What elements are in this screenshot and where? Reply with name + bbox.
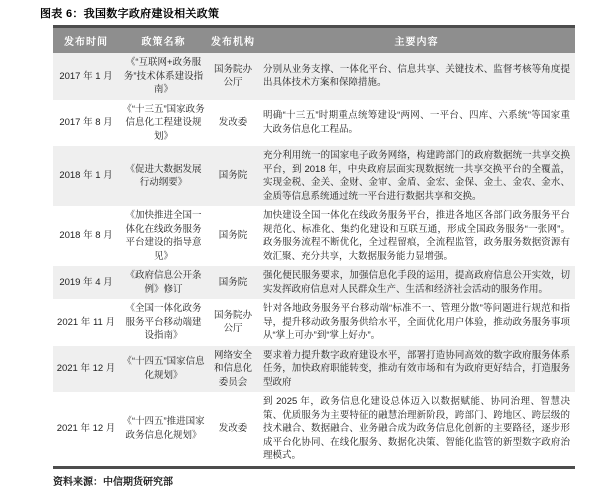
table-row bbox=[53, 392, 575, 467]
column-header-agency: 发布机构 bbox=[208, 27, 258, 54]
cell-content: 充分利用统一的国家电子政务网络，构建跨部门的政府数据统一共享交换平台，到 2018 年，中央政府层面实现数据统一共享交换平台的全覆盖，实现金税、金关、金财、金审、金盾、金宏、金保、金土、金农、金水、金质等信息系统通过统一平台进行数据共享和交换。 bbox=[263, 150, 570, 202]
table-row bbox=[53, 299, 575, 346]
cell-content: 明确“十三五”时期重点统筹建设“两网、一平台、四库、六系统”等国家重大政务信息化工程品。 bbox=[263, 110, 570, 135]
policy-table-header bbox=[53, 27, 575, 54]
cell-policy: 《“十四五”国家信息化规划》 bbox=[122, 356, 205, 381]
cell-content: 要求着力提升数字政府建设水平，部署打造协同高效的数字政府服务体系任务，加快政府职能转变，推动有效市场和有为政府更好结合，打造服务型政府 bbox=[263, 349, 570, 388]
table-row bbox=[53, 146, 575, 206]
cell-policy: 《政府信息公开条例》修订 bbox=[125, 270, 202, 295]
cell-date: 2018 年 1 月 bbox=[59, 170, 113, 182]
policy-table-body bbox=[53, 53, 575, 467]
cell-content: 强化便民服务要求，加强信息化手段的运用，提高政府信息公开实效，切实发挥政府信息对人民群众生产、生活和经济社会活动的服务作用。 bbox=[263, 270, 570, 295]
cell-content: 分别从业务支撑、一体化平台、信息共享、关键技术、监督考核等角度提出具体技术方案和保障措施。 bbox=[263, 63, 570, 89]
table-row bbox=[53, 206, 575, 266]
cell-policy: 《“互联网+政务服务”技术体系建设指南》 bbox=[123, 57, 204, 95]
cell-date: 2021 年 12 月 bbox=[56, 423, 116, 434]
cell-agency: 网络安全和信息化委员会 bbox=[213, 349, 252, 388]
cell-date: 2019 年 4 月 bbox=[59, 276, 113, 288]
table-row bbox=[53, 346, 575, 393]
cell-date: 2021 年 12 月 bbox=[56, 363, 116, 374]
source-note: 资料来源：中信期货研究部 bbox=[53, 476, 173, 488]
cell-agency: 发改委 bbox=[218, 423, 248, 434]
table-row bbox=[53, 100, 575, 147]
cell-date: 2017 年 8 月 bbox=[59, 117, 113, 128]
cell-agency: 国务院办公厅 bbox=[213, 309, 252, 335]
cell-policy: 《“十三五”国家政务信息化工程建设规划》 bbox=[122, 103, 205, 142]
policy-table bbox=[53, 25, 575, 469]
table-row bbox=[53, 266, 575, 299]
cell-agency: 国务院 bbox=[218, 170, 248, 182]
cell-agency: 国务院 bbox=[218, 230, 248, 242]
cell-policy: 《“十四五”推进国家政务信息化规划》 bbox=[122, 416, 205, 441]
column-header-content: 主要内容 bbox=[258, 27, 575, 54]
cell-date: 2021 年 11 月 bbox=[57, 316, 115, 328]
cell-content: 到 2025 年，政务信息化建设总体迈入以数据赋能、协同治理、智慧决策、优质服务为主要特征的融慧治理新阶段，跨部门、跨地区、跨层级的技术融合、数据融合、业务融合成为政务信息化创新的主要路径，逐步形成平台化协同、在线化服务、数据化决策、智能化监管的新型数字政府治理模式。 bbox=[263, 396, 570, 461]
cell-policy: 《加快推进全国一体化在线政务服务平台建设的指导意见》 bbox=[125, 210, 202, 262]
cell-date: 2018 年 8 月 bbox=[59, 230, 113, 242]
cell-agency: 国务院 bbox=[218, 276, 248, 288]
cell-content: 加快建设全国一体化在线政务服务平台，推进各地区各部门政务服务平台规范化、标准化、集约化建设和互联互通，形成全国政务服务“一张网”。政务服务流程不断优化，全过程留痕，全流程监管，政务服务数据资源有效汇聚、充分共享，大数据服务能力显增强。 bbox=[263, 210, 570, 262]
cell-agency: 发改委 bbox=[218, 117, 248, 128]
column-header-policy: 政策名称 bbox=[119, 27, 208, 54]
header-row bbox=[53, 27, 575, 54]
column-header-date: 发布时间 bbox=[53, 27, 119, 54]
cell-date: 2017 年 1 月 bbox=[59, 70, 113, 82]
figure-title: 图表 6：我国数字政府建设相关政策 bbox=[40, 8, 220, 20]
cell-policy: 《促进大数据发展行动纲要》 bbox=[125, 163, 202, 188]
cell-content: 针对各地政务服务平台移动端“标准不一、管理分散”等问题进行规范和指导，提升移动政务服务供给水平，全面优化用户体验，推动政务服务事项从“掌上可办”到“掌上好办”。 bbox=[263, 303, 570, 341]
cell-agency: 国务院办公厅 bbox=[213, 63, 252, 89]
cell-policy: 《全国一体化政务服务平台移动端建设指南》 bbox=[125, 303, 202, 341]
table-row bbox=[53, 53, 575, 100]
